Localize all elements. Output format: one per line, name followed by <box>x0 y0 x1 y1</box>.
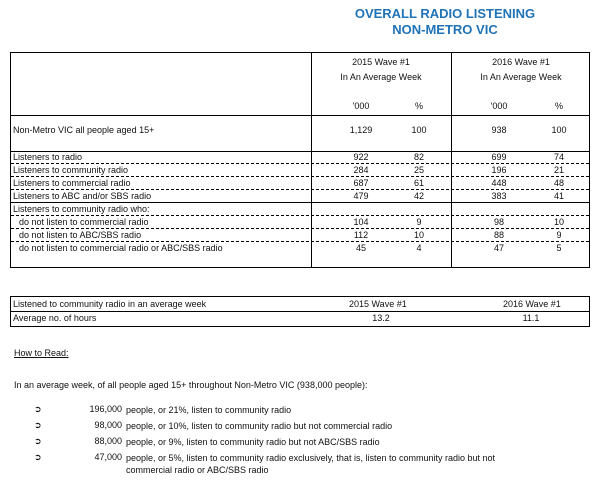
cell-value: 1,129 <box>349 125 373 135</box>
item-text: people, or 10%, listen to community radio but not commercial radio <box>126 421 393 431</box>
item-amount: 196,000 <box>89 404 122 414</box>
wave1-percent-header: % <box>414 101 423 111</box>
arrow-bullet-icon: ➲ <box>34 404 42 414</box>
cell-value: 98 <box>493 217 504 227</box>
item-amount: 88,000 <box>94 436 122 446</box>
arrow-bullet-icon: ➲ <box>34 436 42 446</box>
cell-value: 48 <box>553 178 564 188</box>
wave1-subheader: In An Average Week <box>340 72 422 82</box>
cell-value: 479 <box>353 191 369 201</box>
cell-value: 74 <box>553 152 564 162</box>
cell-value: 284 <box>353 165 369 175</box>
how-to-read-heading: How to Read: <box>14 348 69 358</box>
cell-value: 687 <box>353 178 369 188</box>
cell-value: 61 <box>413 178 424 188</box>
cell-value: 47 <box>493 243 504 253</box>
arrow-bullet-icon: ➲ <box>34 452 42 462</box>
summary-label: Listened to community radio in an average week <box>13 299 207 309</box>
row-label: do not listen to commercial radio or ABC/SBS radio <box>19 243 223 253</box>
summary-row-label: Average no. of hours <box>13 313 97 323</box>
radio-listening-table <box>10 52 590 268</box>
cell-value: 42 <box>413 191 424 201</box>
cell-value: 100 <box>551 125 567 135</box>
cell-value: 448 <box>491 178 507 188</box>
cell-value: 10 <box>413 230 424 240</box>
cell-value: 196 <box>491 165 507 175</box>
summary-val1: 13.2 <box>372 313 390 323</box>
row-label: Non-Metro VIC all people aged 15+ <box>13 125 155 135</box>
arrow-bullet-icon: ➲ <box>34 420 42 430</box>
wave2-header: 2016 Wave #1 <box>492 57 550 67</box>
row-label: Listeners to radio <box>13 152 83 162</box>
summary-col2: 2016 Wave #1 <box>503 299 561 309</box>
cell-value: 383 <box>491 191 507 201</box>
column-divider <box>311 53 312 267</box>
page-title: OVERALL RADIO LISTENING <box>354 6 536 21</box>
cell-value: 10 <box>553 217 564 227</box>
cell-value: 82 <box>413 152 424 162</box>
cell-value: 21 <box>553 165 564 175</box>
wave2-percent-header: % <box>554 101 563 111</box>
cell-value: 100 <box>411 125 427 135</box>
page-subtitle: NON-METRO VIC <box>392 22 498 37</box>
item-text: people, or 9%, listen to community radio but not ABC/SBS radio <box>126 437 380 447</box>
row-label: Listeners to community radio <box>13 165 129 175</box>
row-label: do not listen to ABC/SBS radio <box>19 230 142 240</box>
cell-value: 104 <box>353 217 369 227</box>
how-to-read-intro: In an average week, of all people aged 15+ throughout Non-Metro VIC (938,000 people): <box>14 380 368 390</box>
summary-col1: 2015 Wave #1 <box>349 299 407 309</box>
cell-value: 938 <box>491 125 507 135</box>
average-hours-table <box>10 296 590 327</box>
cell-value: 112 <box>353 230 369 240</box>
cell-value: 922 <box>353 152 369 162</box>
row-label: Listeners to commercial radio <box>13 178 131 188</box>
cell-value: 4 <box>416 243 422 253</box>
wave1-thousands-header: '000 <box>352 101 370 111</box>
cell-value: 88 <box>493 230 504 240</box>
item-text: people, or 21%, listen to community radio <box>126 405 292 415</box>
cell-value: 45 <box>355 243 366 253</box>
item-text: people, or 5%, listen to community radio exclusively, that is, listen to community radio but not commercial radio or ABC/SBS radio <box>126 453 496 475</box>
cell-value: 5 <box>556 243 562 253</box>
row-label: Listeners to ABC and/or SBS radio <box>13 191 152 201</box>
summary-val2: 11.1 <box>522 313 540 323</box>
wave2-thousands-header: '000 <box>490 101 508 111</box>
wave2-subheader: In An Average Week <box>480 72 562 82</box>
wave1-header: 2015 Wave #1 <box>352 57 410 67</box>
cell-value: 25 <box>413 165 424 175</box>
cell-value: 699 <box>491 152 507 162</box>
item-amount: 47,000 <box>94 452 122 462</box>
cell-value: 41 <box>553 191 564 201</box>
cell-value: 9 <box>556 230 562 240</box>
item-amount: 98,000 <box>94 420 122 430</box>
column-divider <box>451 53 452 267</box>
cell-value: 9 <box>416 217 422 227</box>
row-label: do not listen to commercial radio <box>19 217 149 227</box>
sub-group-header: Listeners to community radio who: <box>13 204 150 214</box>
